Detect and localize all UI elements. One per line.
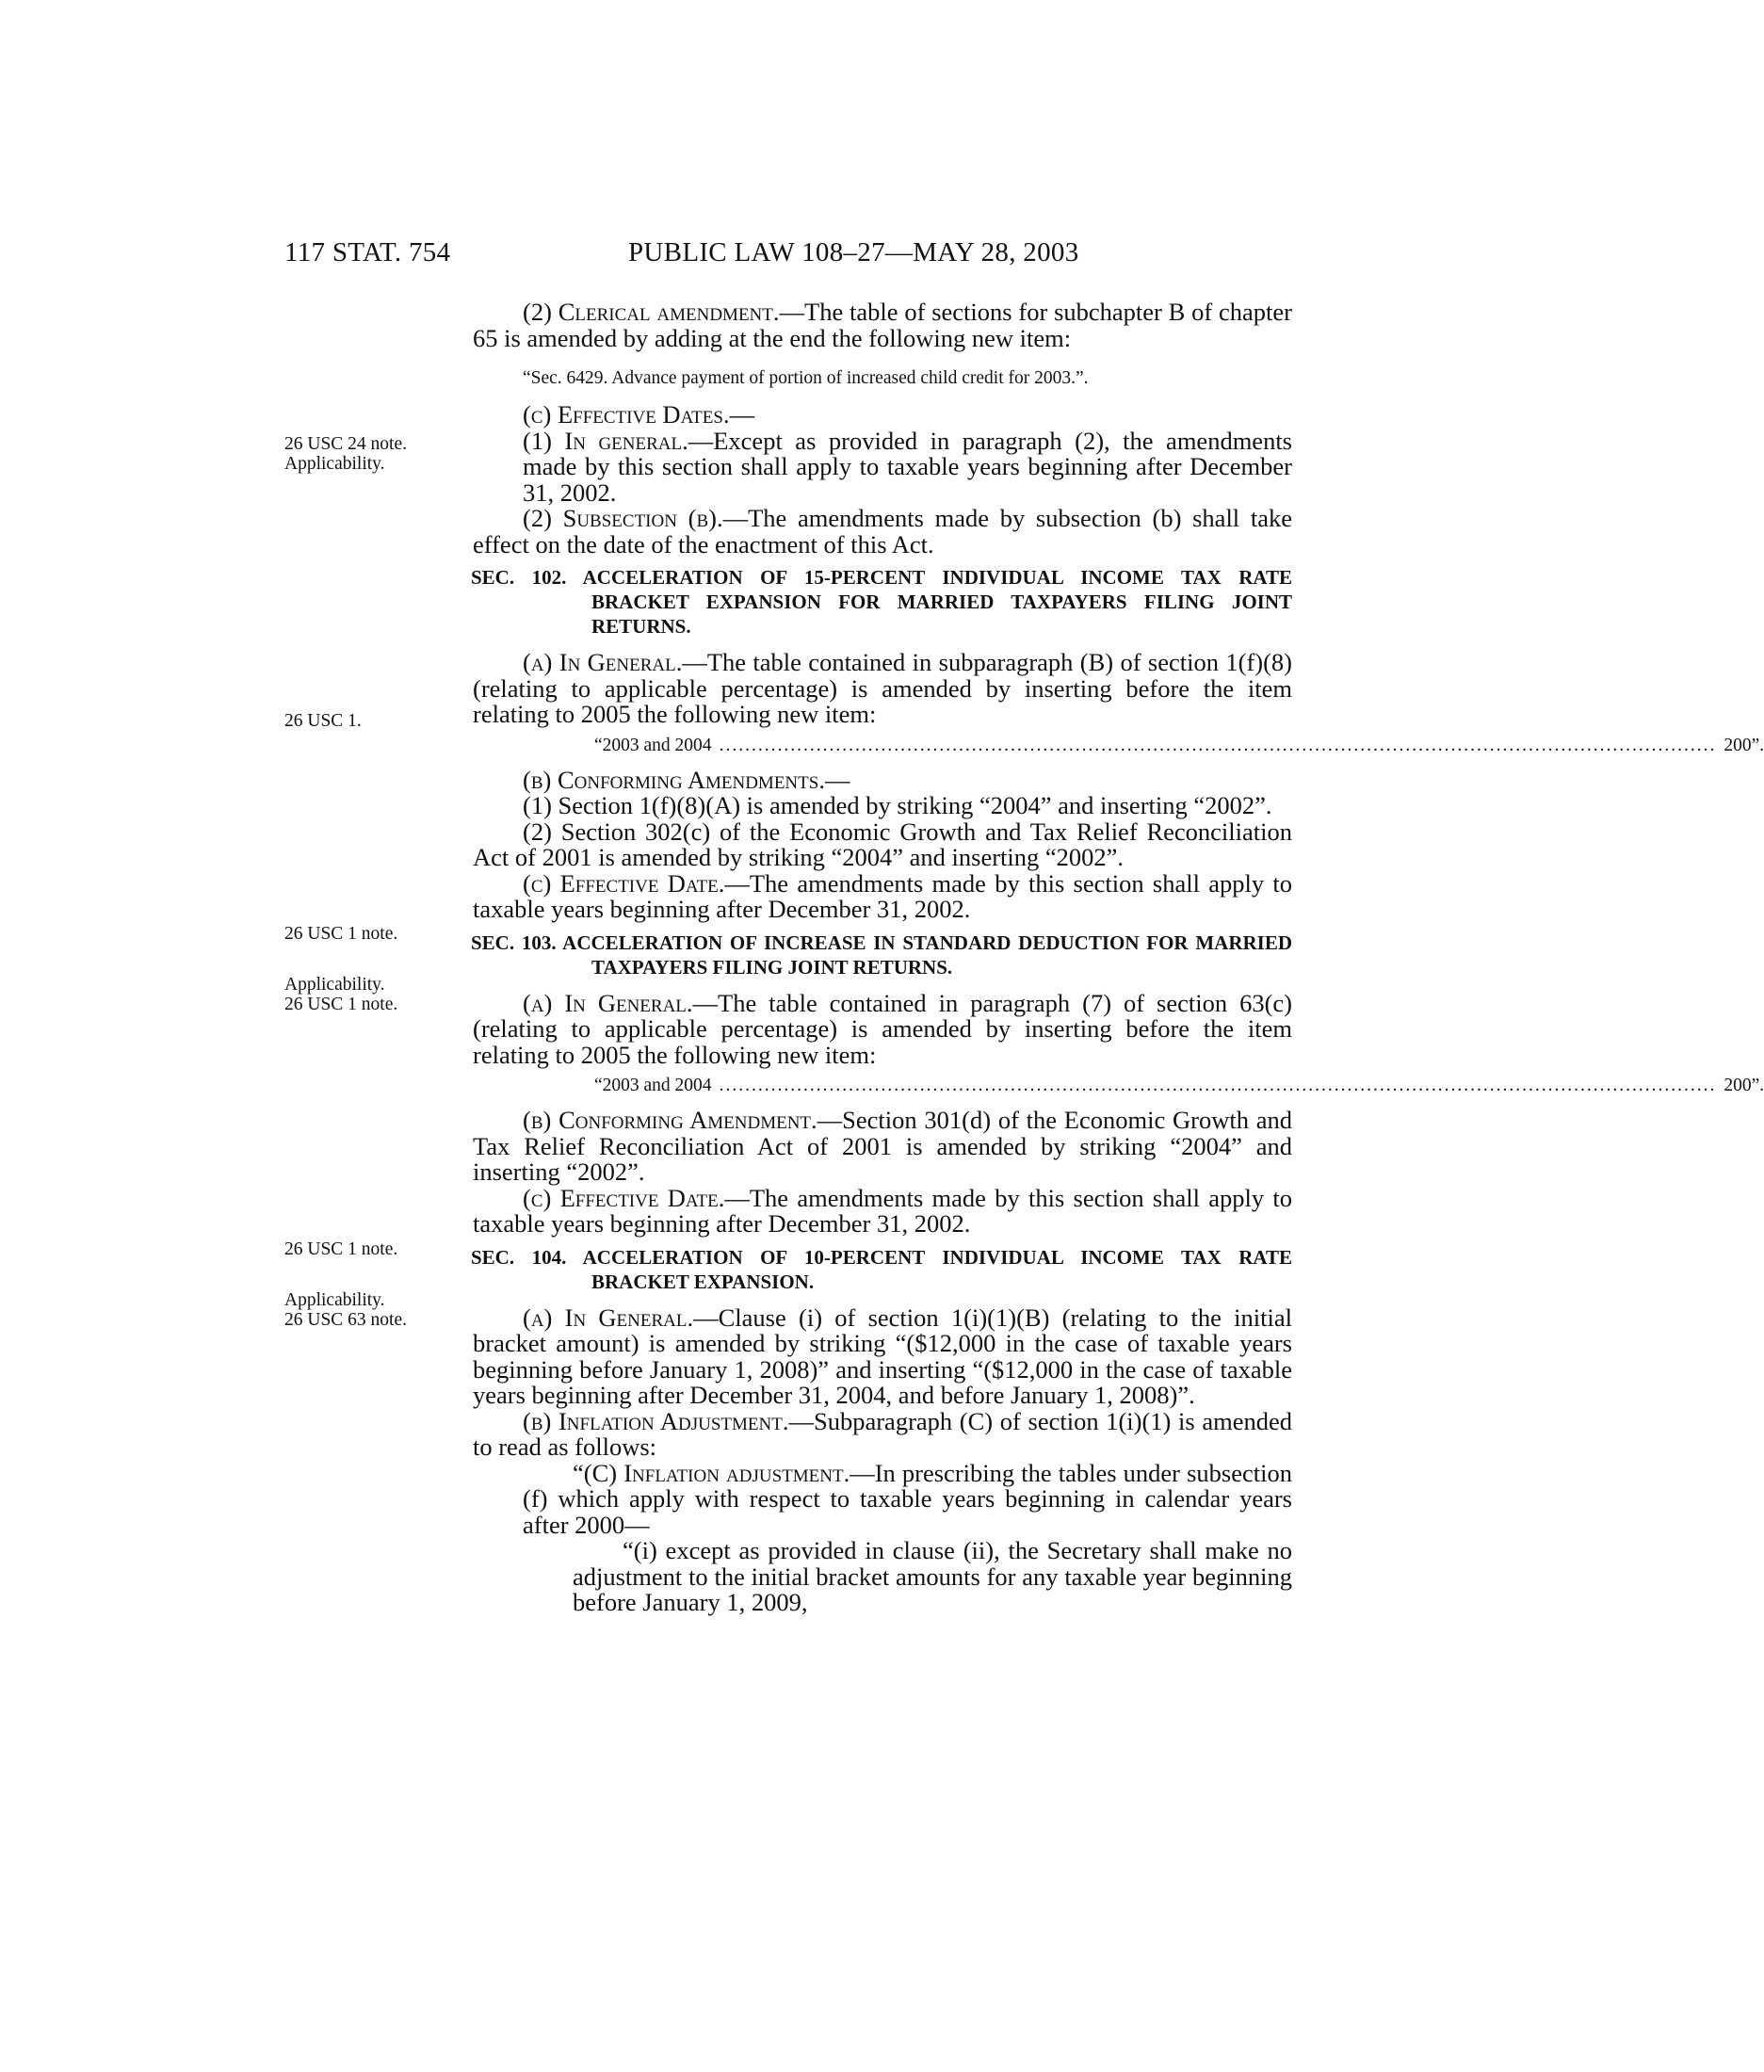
- clause-104Ci: “(i) except as provided in clause (ii), the Secretary shall make no adjustment to the initial bracket amounts for any taxable year beginning before January 1, 2009,: [573, 1536, 1292, 1616]
- margin-note-applicability: Applicability.: [284, 1290, 385, 1310]
- margin-note-applicability: Applicability.: [284, 975, 385, 995]
- table-row: [473, 734, 1764, 758]
- margin-note: 26 USC 1 note.: [284, 924, 398, 944]
- paragraph-heading: (1) In general.: [523, 426, 688, 455]
- subsection-104a: [473, 1305, 1292, 1409]
- paragraph-text: —The amendments made by subsection (b) shall take effect on the date of the enactment of this Act.: [473, 504, 1293, 558]
- subsection-heading: (c) Effective Date.: [523, 1183, 725, 1212]
- margin-note: [284, 975, 445, 1014]
- subsection-heading: (c) Effective Date.: [523, 868, 725, 898]
- subsection-heading: (b) Conforming Amendment.: [523, 1106, 817, 1134]
- subsection-text: —The amendments made by this section shall apply to taxable years beginning after December 31, 2002.: [473, 868, 1292, 923]
- dot-leader: ..........................................................................................................................................................: [719, 735, 1717, 755]
- subsection-heading: (c) Effective Dates.: [523, 400, 730, 429]
- margin-note-citation: 26 USC 24 note.: [284, 434, 408, 454]
- subsection-text: —Clause (i) of section 1(i)(1)(B) (relating to the initial bracket amount) is amended by striking “($12,000 in the case of taxable years beginning before January 1, 2008)” and inserting “($12,000 in the case of taxable years beginning after December 31, 2004, and before January 1, 2008)”.: [473, 1303, 1292, 1409]
- subsection-102b: [473, 765, 1292, 794]
- subsection-104b: [473, 1406, 1293, 1461]
- dot-leader: ..........................................................................................................................................................: [719, 1076, 1717, 1095]
- statute-body: [471, 298, 1764, 1616]
- section-heading-102: SEC. 102. ACCELERATION OF 15-PERCENT INDIVIDUAL INCOME TAX RATE BRACKET EXPANSION FOR MARRIED TAXPAYERS FILING JOINT RETURNS.: [471, 566, 1292, 638]
- paragraph-text: —Except as provided in paragraph (2), the amendments made by this section shall apply to taxable years beginning after December 31, 2002.: [523, 426, 1292, 507]
- margin-note: [284, 1290, 445, 1330]
- subparagraph-104C: [423, 1458, 1292, 1539]
- margin-note: 26 USC 1.: [284, 711, 362, 731]
- paragraph-heading: (2) Clerical amendment.: [523, 298, 780, 326]
- subsection-102a: [473, 650, 1292, 728]
- subsection-103a: [473, 988, 1292, 1069]
- subsection-effective-dates: [473, 402, 1292, 429]
- subsection-text: —The table contained in paragraph (7) of section 63(c) (relating to applicable percentage) is amended by inserting before the item relating to 2005 the following new item:: [473, 988, 1292, 1069]
- subsection-dash: —: [729, 400, 755, 429]
- margin-note: [284, 434, 445, 474]
- subsection-heading: (b) Inflation Adjustment.: [523, 1406, 789, 1435]
- subsection-heading: (a) In General.: [523, 1303, 694, 1332]
- paragraph-in-general: [473, 426, 1292, 507]
- subsection-heading: (a) In General.: [523, 648, 683, 676]
- subsection-102c: [473, 868, 1292, 923]
- section-heading-104: SEC. 104. ACCELERATION OF 10-PERCENT INDIVIDUAL INCOME TAX RATE BRACKET EXPANSION.: [471, 1245, 1292, 1293]
- margin-note-applicability: Applicability.: [284, 454, 385, 474]
- subparagraph-text: —In prescribing the tables under subsection (f) which apply with respect to taxable years beginning in calendar years after 2000—: [523, 1458, 1292, 1539]
- section-heading-103: SEC. 103. ACCELERATION OF INCREASE IN STANDARD DEDUCTION FOR MARRIED TAXPAYERS FILING JOINT RETURNS.: [471, 931, 1292, 979]
- paragraph-102b2: (2) Section 302(c) of the Economic Growth and Tax Relief Reconciliation Act of 2001 is amended by striking “2004” and inserting “2002”.: [473, 817, 1292, 871]
- table-item: “Sec. 6429. Advance payment of portion of increased child credit for 2003.”.: [523, 368, 1089, 388]
- margin-note: 26 USC 1 note.: [284, 1239, 398, 1259]
- table-row-label: “2003 and 2004: [594, 735, 712, 755]
- margin-note-citation: 26 USC 1 note.: [284, 995, 398, 1014]
- subsection-103c: [473, 1183, 1292, 1238]
- running-title: PUBLIC LAW 108–27—MAY 28, 2003: [628, 237, 1079, 267]
- table-row-value: 200”.: [1724, 735, 1764, 755]
- subsection-heading: (a) In General.: [523, 988, 693, 1017]
- subsection-text: —Section 301(d) of the Economic Growth and Tax Relief Reconciliation Act of 2001 is amended by striking “2004” and inserting “2002”.: [473, 1106, 1292, 1186]
- statute-page-number: 117 STAT. 754: [284, 237, 451, 267]
- subsection-text: —Subparagraph (C) of section 1(i)(1) is amended to read as follows:: [473, 1406, 1293, 1461]
- table-row-value: 200”.: [1724, 1076, 1764, 1095]
- page-header: [284, 237, 1296, 275]
- paragraph-102b1: (1) Section 1(f)(8)(A) is amended by striking “2004” and inserting “2002”.: [523, 791, 1272, 819]
- paragraph-subsection-b: [423, 506, 1292, 558]
- subsection-heading: (b) Conforming Amendments.: [523, 765, 825, 794]
- margin-note-citation: 26 USC 63 note.: [284, 1310, 408, 1330]
- paragraph-clerical-amendment: [473, 299, 1292, 351]
- paragraph-heading: (2) Subsection (b).: [523, 504, 723, 532]
- subparagraph-heading: “(C) Inflation adjustment.: [573, 1458, 850, 1487]
- subsection-dash: —: [824, 765, 850, 794]
- subsection-103b: [473, 1108, 1292, 1186]
- subsection-text: —The table contained in subparagraph (B) of section 1(f)(8) (relating to applicable percentage) is amended by inserting before the item relating to 2005 the following new item:: [473, 648, 1292, 728]
- table-row-label: “2003 and 2004: [594, 1076, 712, 1095]
- paragraph-text: —The table of sections for subchapter B of chapter 65 is amended by adding at the end the following new item:: [473, 298, 1292, 352]
- table-row: [473, 1074, 1764, 1098]
- subsection-text: —The amendments made by this section shall apply to taxable years beginning after December 31, 2002.: [473, 1183, 1292, 1238]
